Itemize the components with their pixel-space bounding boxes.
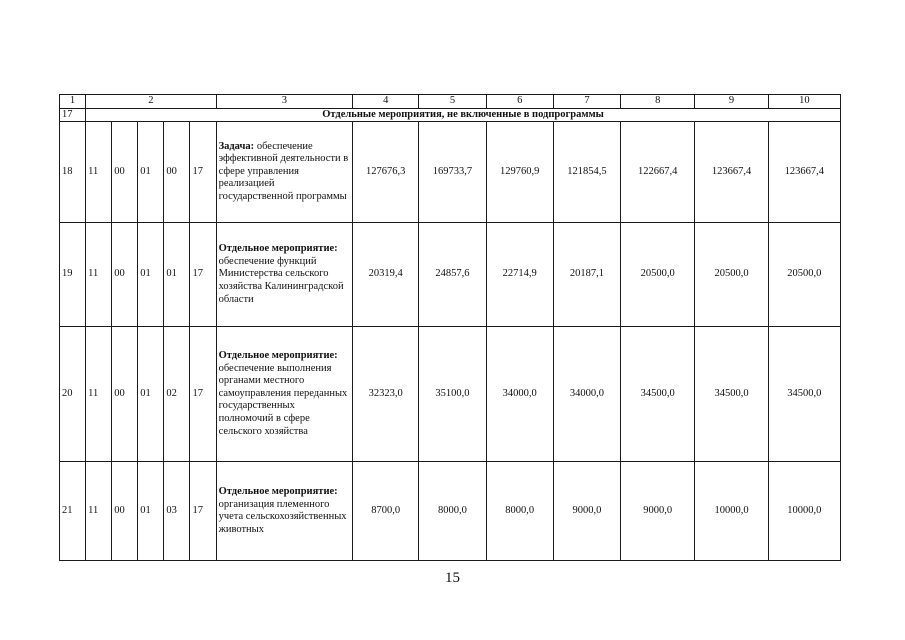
value-cell: 123667,4: [695, 122, 768, 223]
value-cell: 34500,0: [621, 327, 695, 462]
value-cell: 129760,9: [486, 122, 553, 223]
code-cell: 00: [112, 327, 138, 462]
section-title: Отдельные мероприятия, не включенные в подпрограммы: [86, 108, 841, 122]
value-cell: 20500,0: [768, 223, 840, 327]
header-col-2: 2: [86, 95, 216, 109]
row-number: 19: [60, 223, 86, 327]
description-cell: [216, 462, 353, 561]
value-cell: 127676,3: [353, 122, 419, 223]
value-cell: 8000,0: [419, 462, 486, 561]
description-text: обеспечение эффективной деятельности в сфере управления реализацией государственной программы: [218, 140, 349, 203]
description-cell: [216, 122, 353, 223]
value-cell: 22714,9: [486, 223, 553, 327]
table-row: [60, 327, 841, 462]
header-col-6: 6: [486, 95, 553, 109]
value-cell: 34500,0: [695, 327, 768, 462]
value-cell: 35100,0: [419, 327, 486, 462]
program-budget-table: [59, 94, 841, 561]
description-cell: [216, 223, 353, 327]
header-col-4: 4: [353, 95, 419, 109]
code-cell: 00: [164, 122, 190, 223]
code-cell: 11: [86, 122, 112, 223]
code-cell: 00: [112, 462, 138, 561]
description-label: Задача:: [218, 140, 255, 152]
value-cell: 123667,4: [768, 122, 840, 223]
section-number: 17: [60, 108, 86, 122]
code-cell: 17: [190, 462, 216, 561]
section-row: [60, 108, 841, 122]
value-cell: 122667,4: [621, 122, 695, 223]
code-cell: 01: [138, 327, 164, 462]
value-cell: 32323,0: [353, 327, 419, 462]
description-text: организация племенного учета сельскохозяйственных животных: [218, 498, 347, 535]
header-col-9: 9: [695, 95, 768, 109]
row-number: 20: [60, 327, 86, 462]
description-label: Отдельное мероприятие:: [218, 243, 338, 255]
value-cell: 34000,0: [553, 327, 620, 462]
table-row: [60, 462, 841, 561]
description-label: Отдельное мероприятие:: [218, 350, 338, 362]
header-col-5: 5: [419, 95, 486, 109]
value-cell: 8700,0: [353, 462, 419, 561]
code-cell: 17: [190, 327, 216, 462]
code-cell: 01: [164, 223, 190, 327]
header-col-8: 8: [621, 95, 695, 109]
code-cell: 02: [164, 327, 190, 462]
table-row: [60, 223, 841, 327]
code-cell: 03: [164, 462, 190, 561]
header-col-10: 10: [768, 95, 840, 109]
description-label: Отдельное мероприятие:: [218, 486, 338, 497]
value-cell: 10000,0: [768, 462, 840, 561]
code-cell: 01: [138, 462, 164, 561]
value-cell: 8000,0: [486, 462, 553, 561]
row-number: 21: [60, 462, 86, 561]
value-cell: 34500,0: [768, 327, 840, 462]
value-cell: 20187,1: [553, 223, 620, 327]
value-cell: 169733,7: [419, 122, 486, 223]
code-cell: 11: [86, 223, 112, 327]
value-cell: 24857,6: [419, 223, 486, 327]
description-cell: [216, 327, 353, 462]
header-col-1: 1: [60, 95, 86, 109]
table-row: [60, 122, 841, 223]
code-cell: 17: [190, 122, 216, 223]
value-cell: 20500,0: [621, 223, 695, 327]
value-cell: 9000,0: [553, 462, 620, 561]
description-text: обеспечение функций Министерства сельского хозяйства Калининградской области: [218, 255, 344, 305]
code-cell: 17: [190, 223, 216, 327]
value-cell: 34000,0: [486, 327, 553, 462]
code-cell: 00: [112, 122, 138, 223]
code-cell: 01: [138, 122, 164, 223]
page-number: 15: [445, 570, 460, 586]
header-col-7: 7: [553, 95, 620, 109]
value-cell: 9000,0: [621, 462, 695, 561]
row-number: 18: [60, 122, 86, 223]
description-text: обеспечение выполнения органами местного самоуправления переданных государственных полномочий в сфере сельского хозяйства: [218, 362, 348, 437]
code-cell: 00: [112, 223, 138, 327]
code-cell: 01: [138, 223, 164, 327]
value-cell: 20500,0: [695, 223, 768, 327]
value-cell: 10000,0: [695, 462, 768, 561]
code-cell: 11: [86, 462, 112, 561]
value-cell: 121854,5: [553, 122, 620, 223]
header-col-3: 3: [216, 95, 353, 109]
value-cell: 20319,4: [353, 223, 419, 327]
column-number-header-row: [60, 95, 841, 109]
code-cell: 11: [86, 327, 112, 462]
